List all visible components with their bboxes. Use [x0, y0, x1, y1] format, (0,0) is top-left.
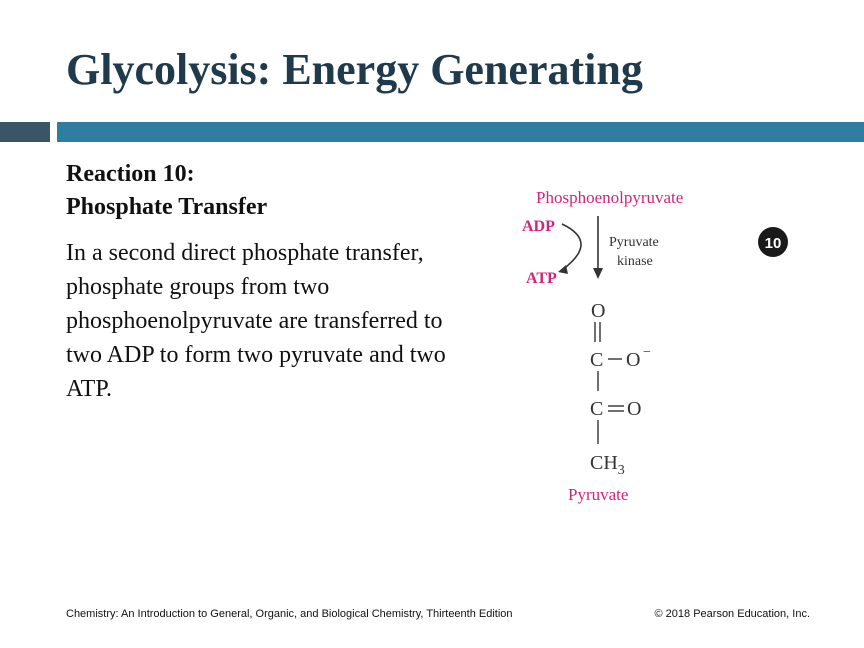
footer-copyright: © 2018 Pearson Education, Inc.: [654, 608, 810, 620]
atom-sub3: 3: [617, 463, 625, 478]
atom-o-minus: O: [626, 349, 641, 371]
atom-o-top: O: [591, 300, 606, 322]
atom-c1: C: [590, 349, 604, 371]
reaction-heading: [66, 158, 267, 224]
header-bar-accent: [57, 122, 864, 142]
adp-label: ADP: [522, 218, 555, 235]
cofactor-curved-arrow: [562, 224, 581, 270]
footer-citation: Chemistry: An Introduction to General, Organic, and Biological Chemistry, Thirteenth Edition: [66, 608, 513, 620]
step-number: 10: [764, 235, 782, 252]
reaction-description: In a second direct phosphate transfer, phosphate groups from two phosphoenolpyruvate are transferred to two ADP to form two pyruvate and two ATP.: [66, 240, 446, 402]
atom-ch3: [590, 452, 625, 478]
reaction-arrowhead: [593, 268, 603, 279]
reaction-heading-line1: Reaction 10:: [66, 161, 195, 187]
product-label: Pyruvate: [568, 485, 629, 504]
pyruvate-kinase-diagram: [500, 180, 830, 510]
reaction-heading-line2: Phosphate Transfer: [66, 194, 268, 220]
header-bar-dark: [0, 122, 50, 142]
substrate-label: Phosphoenolpyruvate: [536, 188, 684, 207]
atp-label: ATP: [526, 270, 557, 287]
atom-ch: CH: [590, 452, 618, 474]
enzyme-label-line2: kinase: [617, 254, 653, 269]
atom-c2: C: [590, 398, 604, 420]
atom-o-double: O: [627, 398, 642, 420]
charge-minus: −: [643, 345, 651, 360]
slide-title: Glycolysis: Energy Generating: [66, 45, 643, 94]
enzyme-label-line1: Pyruvate: [609, 235, 659, 250]
